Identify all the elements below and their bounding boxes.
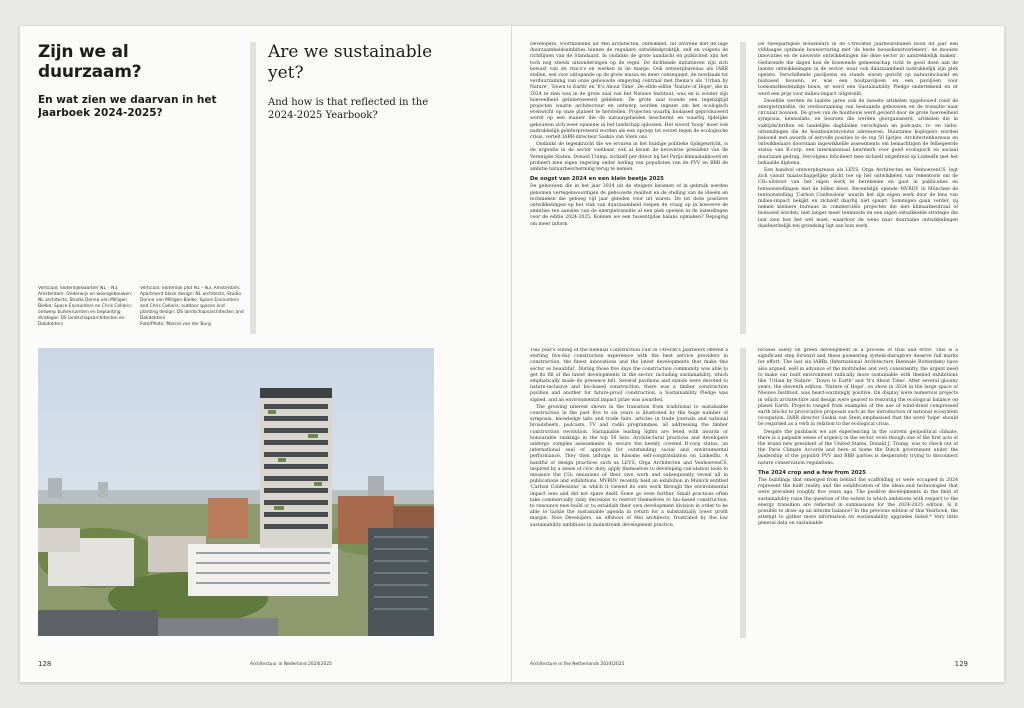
body-text-en-b — [758, 348, 958, 638]
body-text-en-a — [530, 348, 728, 638]
caption-en: Verticaal, Sloterdijk plot N1 – N3, Amsterdam. Apartment block design: NL architects, Studio Donna van Milligen Bielke, Space Encounters and Chris Collaris; outdoor spaces and planting design: DS landschapsarchitecten and Dakdokters Foto/Photo: Marcel van der Burg — [140, 286, 244, 327]
column-divider — [740, 42, 746, 334]
paragraph: Dezelfde werden de laatste jaren ook de meeste artikelen opgebouwd rond de energietransitie, de verduurzaming van bestaande gebouwen en de transitie naar circulair bouwen. De groei van de houtbouw werd gevierd door de grote hoeveelheid symposia, kennislabs, en beurzen die werden georganiseerd, artikelen die in vaktijdschriften en landelijke dagbladen verschijnen en podcasts, tv- en radio-uitzendingen die de houtbouwrevolutie adresseren. Duurzame koplopers worden beloond met awards of eervolle posities in de top 50 lijstjes. Architectenbureaus en ontwikkelaars doorstaan ingewikkelde assessments om bemachtigen de felbegeerde status van B-corp, een internationaal keurmerk voor goed ecologisch en sociaal duurzaam gedrag. Vervolgens feliciteert men zichzelf uitgebreid op LinkedIn met het behaalde diploma. — [758, 98, 958, 166]
left-page — [20, 26, 512, 682]
page-title-en: Are we sustainable yet? — [268, 42, 433, 83]
page-subtitle-en: And how is that reflected in the 2024-2025 Yearbook? — [268, 97, 429, 121]
paragraph: De gebouwen die in het jaar 2024 uit de steigers kwamen of in gebruik werden genomen vertegenwoordigen de gebouwde realiteit en de stelling van de ideeën en technieken die geboeg vijf jaar geleden voor uit waren. De tot deze positieve ontwikkelingen op het vlak van duurzaamheid roepen de vraag op in hoeverre de ambities ten aanzien van de energietransitie al een plek opeisen in de inzendingen voor de editie 2024-2025. Konnen we een tussentijdse balans opmaken? Depoging om meer inform — [530, 184, 728, 227]
column-divider — [740, 348, 746, 638]
paragraph: The growing interest shown in the transition from traditional to sustainable construction in the past five to six years is illustrated by the huge number of symposia, knowledge labs and trade fairs, articles in trade journals and national broadsheets, podcasts, TV and radio programmes, all addressing the timber construction revolution. Sustainable leading lights are feted with awards or honourable rankings in the top 50 lists. Architectural practices and developers undergo complex assessments to secure the keenly coveted B-corp status, an international seal of approval for outstanding social and environmental performance. They then indulge in fulsome self-congratulation on LinkedIn. A handful of design practices such as LEVS, Orga Architecten and VenhoevenCS, inspired by a sense of civic duty, apply themselves to developing calculation tools to measure the CO₂ emissions of their own work and subsequently reveal all in publications and exhibitions. MVRDV recently held an exhibition in Munich entitled 'Carbon Confessions' in which it viewed its own work through the environmental impact lens and did not spare itself. Some go even further. Small practices often take commercially risky decisions to restrict themselves to bio-based construction, to renounce new-build or to establish their own development division in order to be able to tackle the sustainable agenda in return for a substantially lower profit margin. Nice Developers, an offshoot of Mei architects, frustrated by the low sustainability ambitions in mainstream development practice, — [530, 404, 728, 528]
page-subtitle-nl: En wat zien we daarvan in het Jaarboek 2024-2025? — [38, 94, 217, 119]
paragraph: Developers, voortkomend uit Mei architecten, ontwikkelt, uit onvrede met de lage duurzaamheidsambities binnen de reguliere ontwikkelpraktijk, zelf en volgens de richtlijnen van de Standaard. In ondanks de grote aandacht en publiciteit zijn het toch nog steeds uitzonderingen op de regel. De dichtende initiatieven zijn zich bewust van de risico's en werken in de marge. Ook ontwerpbureaus als IABR stellen, wel voor uitlopende op de grote massa en meer consequent, de noodzaak tot verduurzaming van onze gebouwde omgeving centraal met thema's als 'Urban by Nature', 'Down to Earth' en 'It's About Time'. De elfde editie 'Nature of Hope', die in 2024 te zien was in de grote zaal van het Nieuwe Instituut, was en is zonder zijn hoeveelheid geïnteresseerd gebleken. De grote zaal toonde een tegenzijtijd projecten waarin architectuur en ontwerp worden ingezet om het ecologisch evenwicht op onze planeet te herstellen. Projecten waarbij biobased geproduceerd wordt op een manier die de natuurgebieden beschermt en waarbij tijdelijke gebouwen zich weer opnieuw in het landschap oplossen. Het woord 'hoop' moet ook nadrukkelijk geïnterpreteerd worden als een oproep tot verzet tegen de ecologische crisis, vertelt IABR-directeur Saskia van Stein ons. — [530, 42, 728, 141]
title-block-en — [268, 42, 436, 332]
caption-nl: Verticaal, Sloterdijkkwartier N1 – N3, Amsterdam. Onderwijs en woongebouwen: NL architects, Studio Donna van Milligen Bielke, Space Encounters en Chris Collaris; ontwerp buitenruimten en beplanting strategie: DS landschapsarchitecten en Dakdokters — [38, 286, 133, 327]
paragraph: This year's outing of the biennial Construction Fair in Utrecht's Jaarbeurs offered a sterling five-day construction experience with the best service providers in construction, the finest innovations and the latest developments that make this sector so beautiful'. During those five days the construction community was able to get its fill of the latest developments in the sector, including sustainability, which emphatically made its presence felt. Several pavilions and stands were devoted to nature-inclusive and bio-based construction, there was a timber construction pavilion and another for future-proof construction, a Sustainability Pledge was signed, and an environmental impact prize was awarded. — [530, 348, 728, 403]
paragraph: Een handvol ontwerpbureaus als LEVS, Orga Architecten en VenhoevenCS, legt zich vanuit maatschappelijke plicht toe op het ontwikkelen van rekentools om de CO₂-uitstoot van het eigen werk te berekenen en gaat in publicaties en tentoonstellingen met de billen bloot. Recentelijk opende MVRDV in München de tentoonstelling 'Carbon Confessions' waarin het zijn eigen werk door de lens van milieu-impact bekijkt en zichzelf daarbij niet spaart. Sommigen gaan verder, zij nemen kleinere bureaus in commerciële projecten die niet klimaatneutraal of biobased worden, niet langer meer tenminste en een eigen ontwikkelde strategie die laat zien hoe het wél moet, waardoor de wens naar duurzame ontwikkelingen daadwerkelijk ten grondslag ligt aan hun werk. — [758, 168, 958, 229]
subheading-en: The 2024 crop and a few from 2025 — [758, 469, 867, 476]
page-number-right: 129 — [954, 660, 968, 668]
running-head-left: Architectuur in Nederland 2024|2025 — [250, 662, 332, 667]
page-title-nl: Zijn we al duurzaam? — [38, 42, 142, 82]
body-text-nl-b — [758, 42, 958, 334]
body-text-nl-a — [530, 42, 728, 334]
paragraph: De tweejaarlijkse Bouwbeurs in de Utrechtse Jaarbeurshallen bood dit jaar een viifdaagse optimale bouwervaring met 'de beste bouwdienstverleners', de mooiste innovaties en de nieuwste ontwikkelingen die deze sector zo aantrekkelijk maken'. Gedurende die dagen kon de bouwende gemeenschap richt te goed doen aan de laatste ontwikkelingen in de sector, waar ook duurzaamheid nadrukkelijk zijn plek opeiste. Verschillende paviljoens en stands waren gericht op natuurinclusief en biobased bouwen, er was een houtpaviljoen en een paviljoen voor toekomstbestendige bouw, er werd een Sustainability Pledge ondertekend en er werd een prijs voor milieu-impact uitgereikt. — [758, 42, 958, 97]
paragraph: Ondanks de tegenkracht die we ervaren in het huidige politieke tijdsgewricht, is de urgentie in de sector voelbaar, ook al kwam de kersverse president van de Verenigde Staten, Donald Trump, zichzelf per direct bij het Parijs-klimaatakkoord en probeert men eigen regering onder leiding van populisten van de PVV en BBB de ambitie natuurbescherming terug te nemen. — [530, 142, 728, 173]
column-divider — [250, 42, 256, 334]
paragraph: focuses solely on green development in a process of trial and error. This is a significant step forward and these pioneering system-disruptors deserve full marks for effort. The last six IABRs (International Architecture Biennale Rotterdam) have also argued, well in advance of the multitudes and very consistently, the urgent need to make our built environment radically more sustainable with themed exhibitions like 'Urban by Nature', 'Down to Earth' and 'It's About Time'. After several gloomy years, the eleventh edition, 'Nature of Hope', on show in 2024 in the large space of Nieuwe Instituut, was heart-warmingly positive. On display were numerous projects in which architecture and design were geared to restoring the ecological balance on planet Earth. Projects ranged from examples of the use of wind-dried compressed earth blocks to provocative proposals such as the introduction of national ecosystem occupation. IABR director Saskia van Stein emphasised that the word 'hope' should be regarded as a verb in relation to the ecological crisis. — [758, 348, 958, 428]
book-spread — [20, 26, 1004, 682]
paragraph: Despite the pushback we are experiencing in the current geopolitical climate, there is a palpable sense of urgency in the sector, even though one of the first acts of the brand new president of the United States, Donald J. Trump, was to check out of the Paris Climate Accords and here at home the Dutch government under the leadership of the populist PVV and BBB parties is desperately trying to disconnect nature conservation regulations. — [758, 429, 958, 466]
building-photo-svg — [38, 348, 434, 636]
right-page — [512, 26, 1004, 682]
page-number-left: 128 — [38, 660, 52, 668]
subheading-nl: De oogst van 2024 en een klein beetje 2025 — [530, 176, 664, 183]
running-head-right: Architecture in the Netherlands 2024|2025 — [530, 662, 625, 667]
building-photo — [38, 348, 434, 636]
paragraph: The buildings that emerged from behind the scaffolding or were occupied in 2024 represent the built reality and the solidification of the ideas and technologies that were prevalent roughly five years ago. The positive developments in the field of sustainability raise the question of the extent to which ambitions with respect to the energy transition are reflected in submissions for the 2024-2025 edition. Is it possible to draw up an interim balance? In the previous edition of this Yearbook, the attempt to gather more information on sustainability upgrades failed.* Very little general data on sustainable — [758, 478, 958, 527]
